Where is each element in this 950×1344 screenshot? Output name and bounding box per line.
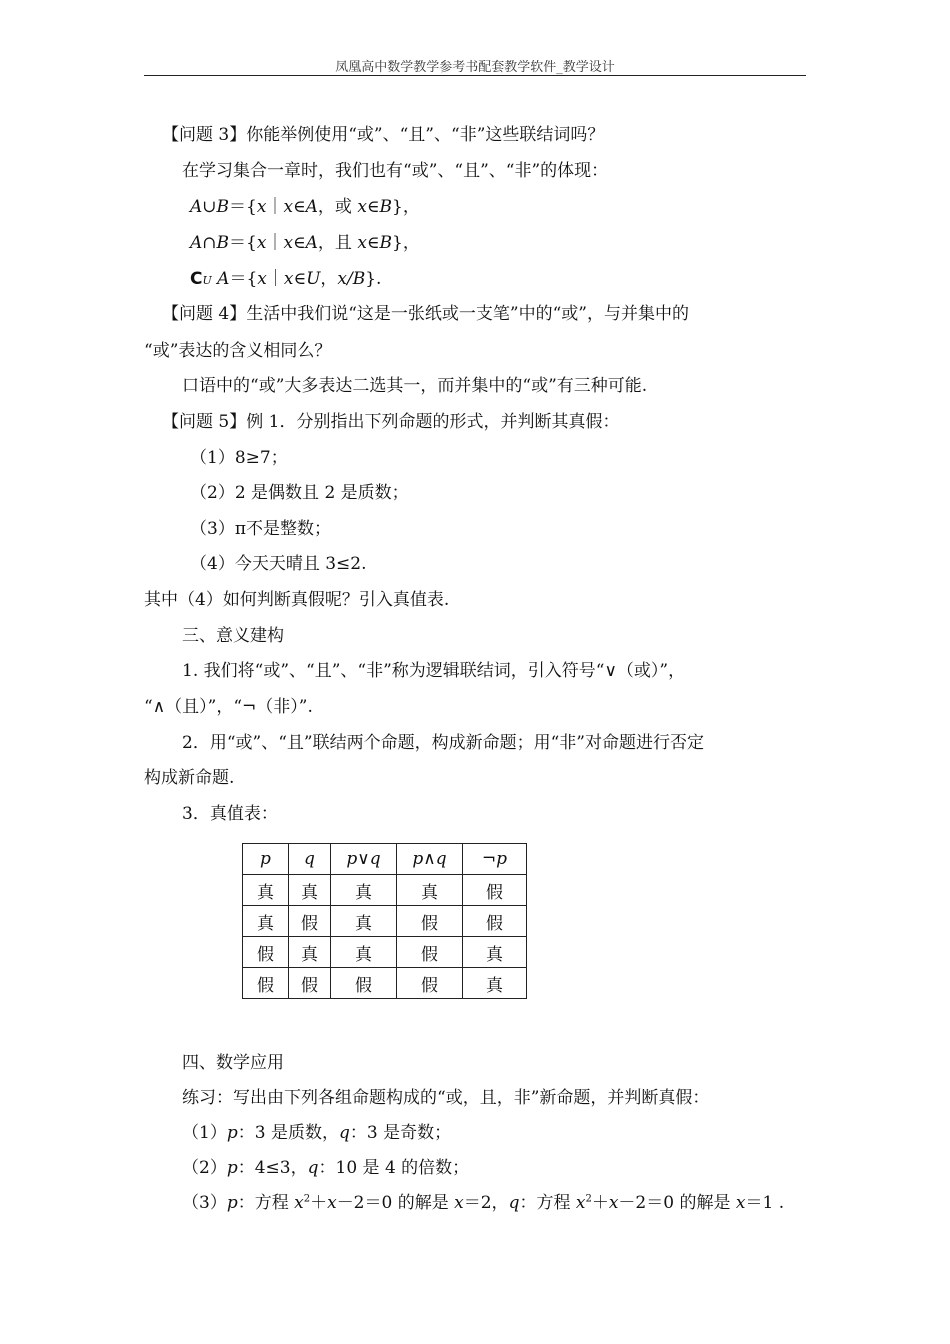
prop-q-text: ：10 是 4 的倍数； xyxy=(318,1158,470,1178)
var-x: x xyxy=(454,1193,464,1213)
union-lhs: A∪B xyxy=(190,197,230,217)
prop-q-text: ：3 是奇数； xyxy=(349,1123,452,1143)
prop-p-text: ＝2， xyxy=(463,1193,509,1213)
prop-p-text: －2＝0 的解是 xyxy=(336,1193,455,1213)
header-rule xyxy=(144,75,806,76)
table-cell: 假 xyxy=(397,937,463,968)
comp-var: x xyxy=(257,269,267,289)
question-3-label: 【问题 3】 xyxy=(162,125,247,145)
var-x: x xyxy=(294,1193,304,1213)
var-x: x xyxy=(608,1193,619,1213)
page-header: 凤凰高中数学教学参考书配套教学软件_教学设计 xyxy=(335,60,615,75)
inter-bar: ｜ xyxy=(266,233,284,253)
table-cell: 假 xyxy=(289,906,331,937)
inter-in: ∈ xyxy=(366,233,380,253)
prop-q: q xyxy=(307,1158,319,1178)
inter-eq: ＝{ xyxy=(229,233,257,253)
prop-q-text: －2＝0 的解是 xyxy=(618,1193,736,1213)
comp-bar: ｜ xyxy=(266,269,284,289)
inter-end: }， xyxy=(392,233,420,253)
plus: ＋ xyxy=(310,1193,328,1213)
prop-p-text: ：3 是质数， xyxy=(237,1123,339,1143)
prop-p: p xyxy=(226,1123,238,1143)
section-3-para-3: 3．真值表： xyxy=(182,804,278,824)
table-row xyxy=(243,937,527,968)
question-4-text-2: “或”表达的含义相同么？ xyxy=(144,341,332,361)
question-5-text: 例 1．分别指出下列命题的形式，并判断其真假： xyxy=(246,412,620,432)
comp-var: x xyxy=(337,269,347,289)
table-row xyxy=(243,968,527,999)
comp-in: ∈ xyxy=(293,269,307,289)
example-item: （1）8≥7； xyxy=(190,448,288,468)
exercise-number: （3） xyxy=(182,1193,227,1213)
comp-universe: U xyxy=(306,269,321,289)
exponent: 2 xyxy=(303,1193,311,1205)
union-eq: ＝{ xyxy=(229,197,257,217)
header-cell: p xyxy=(243,844,289,875)
var-x: x xyxy=(575,1193,586,1213)
table-cell: 假 xyxy=(463,875,527,906)
header-cell: p∧q xyxy=(397,844,463,875)
table-cell: 真 xyxy=(331,937,397,968)
union-bar: ｜ xyxy=(266,197,284,217)
table-cell: 假 xyxy=(289,968,331,999)
union-in: ∈ xyxy=(293,197,306,217)
section-3-para-1-cont: “∧（且）”，“¬（非）”. xyxy=(144,697,313,717)
question-5 xyxy=(162,411,619,433)
var-x: x xyxy=(735,1193,746,1213)
section-3-para-1: 1. 我们将“或”、“且”、“非”称为逻辑联结词，引入符号“∨（或）”， xyxy=(182,661,686,681)
question-4 xyxy=(162,303,689,325)
exercise-intro: 练习：写出由下列各组命题构成的“或，且，非”新命题，并判断真假： xyxy=(182,1088,710,1108)
comp-set-a: A xyxy=(217,269,230,289)
var-x: x xyxy=(327,1193,337,1213)
exercise-item xyxy=(182,1192,784,1214)
inter-and: ，且 xyxy=(317,233,358,253)
table-cell: 真 xyxy=(243,875,289,906)
union-or: ，或 xyxy=(317,197,358,217)
complement-subscript: U xyxy=(202,274,212,287)
exponent: 2 xyxy=(585,1193,592,1205)
inter-set-a: A xyxy=(305,233,318,253)
truth-table xyxy=(242,843,527,999)
table-cell: 真 xyxy=(397,875,463,906)
question-4-answer: 口语中的“或”大多表达二选其一，而并集中的“或”有三种可能. xyxy=(182,376,648,396)
section-4-title: 四、数学应用 xyxy=(182,1053,284,1073)
prop-q-text: ：方程 xyxy=(519,1193,576,1213)
inter-var: x xyxy=(357,233,367,253)
table-cell: 真 xyxy=(289,875,331,906)
inter-var: x xyxy=(256,233,267,253)
table-row xyxy=(243,875,527,906)
table-row xyxy=(243,906,527,937)
exercise-number: （1） xyxy=(182,1123,227,1143)
table-cell: 假 xyxy=(397,968,463,999)
question-4-label: 【问题 4】 xyxy=(162,304,247,324)
example-item: （3）π不是整数； xyxy=(190,519,331,539)
table-cell: 假 xyxy=(243,968,289,999)
header-cell: ¬p xyxy=(463,844,527,875)
complement-formula xyxy=(190,268,381,292)
union-var: x xyxy=(357,197,367,217)
prop-q-text: ＝1 . xyxy=(745,1193,785,1213)
comp-end: }. xyxy=(365,269,382,289)
question-5-followup: 其中（4）如何判断真假呢？引入真值表. xyxy=(144,590,450,610)
example-item: （2）2 是偶数且 2 是质数； xyxy=(190,483,409,503)
table-cell: 真 xyxy=(331,875,397,906)
union-in: ∈ xyxy=(366,197,380,217)
comp-var: x xyxy=(283,269,294,289)
intersection-formula xyxy=(190,232,420,254)
exercise-item xyxy=(182,1157,469,1179)
table-cell: 假 xyxy=(243,937,289,968)
section-3-para-2: 2．用“或”、“且”联结两个命题，构成新命题；用“非”对命题进行否定 xyxy=(182,733,704,753)
table-cell: 假 xyxy=(397,906,463,937)
header-cell: q xyxy=(289,844,331,875)
union-end: }， xyxy=(392,197,420,217)
question-3 xyxy=(162,124,604,146)
comp-sep: ， xyxy=(320,269,338,289)
exercise-item xyxy=(182,1122,451,1144)
header-cell: p∨q xyxy=(331,844,397,875)
table-cell: 真 xyxy=(243,906,289,937)
union-var: x xyxy=(256,197,267,217)
inter-var: x xyxy=(283,233,294,253)
complement-symbol: C xyxy=(190,269,203,289)
table-cell: 真 xyxy=(289,937,331,968)
prop-q: q xyxy=(508,1193,520,1213)
table-cell: 真 xyxy=(463,968,527,999)
prop-p: p xyxy=(226,1158,238,1178)
truth-table-header-row xyxy=(243,844,527,875)
table-cell: 真 xyxy=(463,937,527,968)
prop-p-text: ：方程 xyxy=(237,1193,295,1213)
union-set-b: B xyxy=(379,197,392,217)
question-3-intro: 在学习集合一章时，我们也有“或”、“且”、“非”的体现： xyxy=(182,161,609,181)
inter-set-b: B xyxy=(379,233,392,253)
comp-set-b: B xyxy=(352,269,366,289)
question-3-text: 你能举例使用“或”、“且”、“非”这些联结词吗？ xyxy=(246,125,605,145)
table-cell: 假 xyxy=(331,968,397,999)
prop-q: q xyxy=(338,1123,350,1143)
comp-eq: ＝{ xyxy=(229,269,258,289)
inter-in: ∈ xyxy=(293,233,306,253)
prop-p: p xyxy=(226,1193,238,1213)
question-5-label: 【问题 5】 xyxy=(162,412,247,432)
section-3-title: 三、意义建构 xyxy=(182,626,284,646)
inter-lhs: A∩B xyxy=(190,233,230,253)
exercise-number: （2） xyxy=(182,1158,227,1178)
comp-slash: / xyxy=(346,269,353,289)
prop-p-text: ：4≤3， xyxy=(237,1158,308,1178)
union-formula xyxy=(190,196,420,218)
example-item: （4）今天天晴且 3≤2. xyxy=(190,554,367,574)
table-cell: 假 xyxy=(463,906,527,937)
table-cell: 真 xyxy=(331,906,397,937)
section-3-para-2-cont: 构成新命题. xyxy=(144,768,235,788)
union-set-a: A xyxy=(305,197,318,217)
union-var: x xyxy=(283,197,294,217)
plus: ＋ xyxy=(591,1193,609,1213)
question-4-text: 生活中我们说“这是一张纸或一支笔”中的“或”，与并集中的 xyxy=(246,304,689,324)
